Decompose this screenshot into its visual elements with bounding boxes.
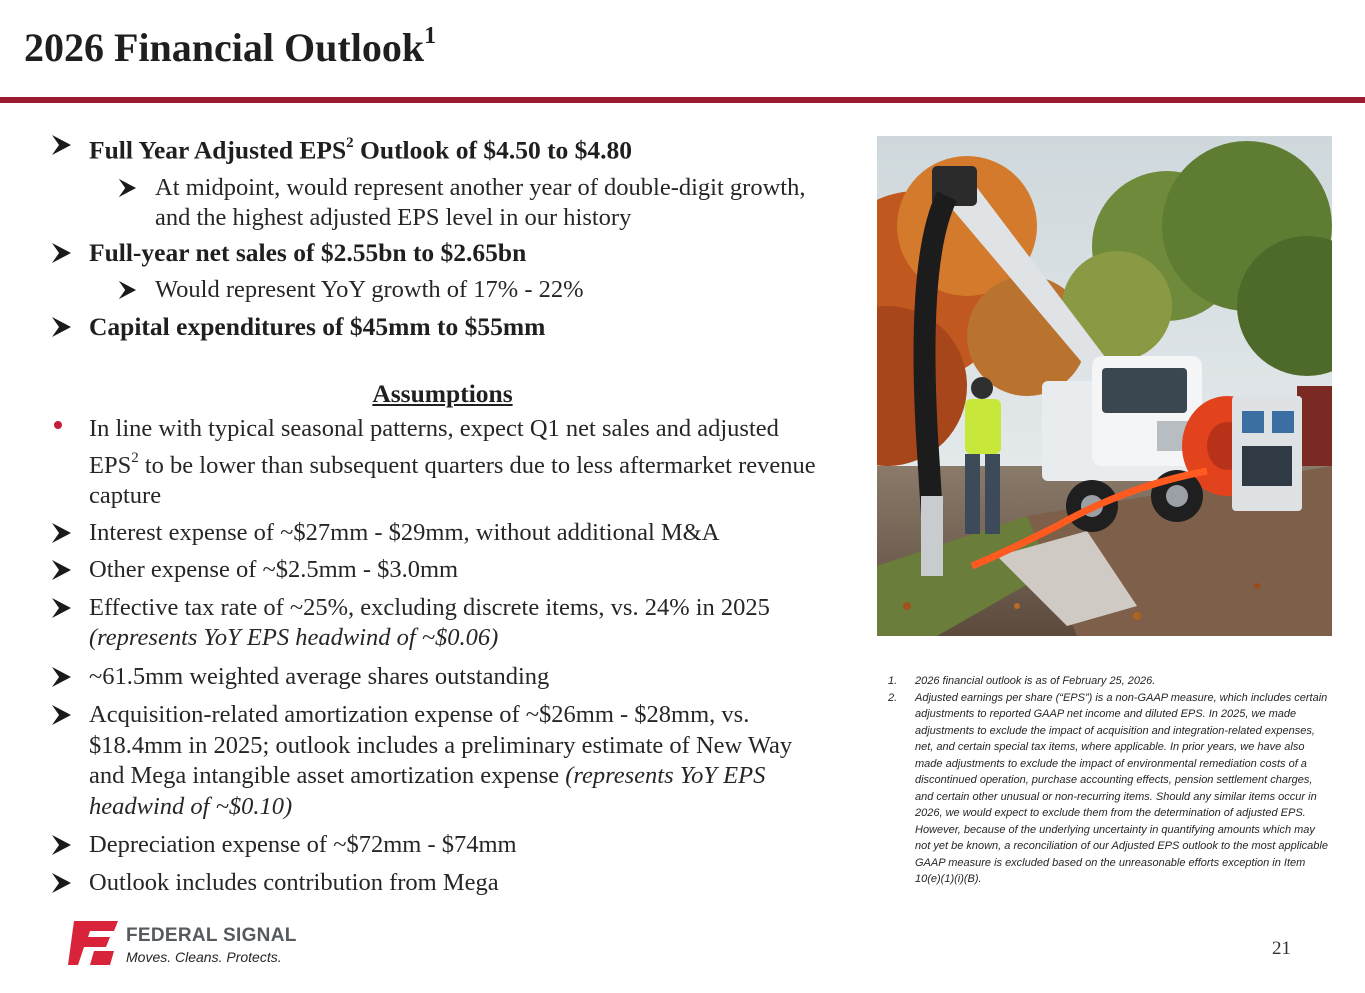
arrowhead-bullet-icon	[117, 178, 137, 198]
assumption-other-expense: Other expense of ~$2.5mm - $3.0mm	[50, 555, 830, 586]
footnote-2: 2. Adjusted earnings per share (“EPS”) is a non-GAAP measure, which includes certain adjustments to reported GAAP net income and diluted EPS. In 2025, we made adjustments to exclude the impact of acquisition and integration-related expenses, net, and certain special tax items, where applicable. In prior years, we have also made adjustments to exclude the impact of environmental remediation costs of a discontinued operation, purchase accounting effects, pension settlement charges, and certain other unusual or non-recurring items. Should any similar items occur in 2026, we would expect to exclude them from the determination of adjusted EPS. However, because of the underlying uncertainty in quantifying amounts which may not yet be known, a reconciliation of our Adjusted EPS outlook to the most applicable GAAP measure is excluded based on the unreasonable efforts exception in Item 10(e)(1)(i)(B).	[888, 691, 1328, 885]
outlook-sales-item: Full-year net sales of $2.55bn to $2.65bn	[50, 237, 830, 269]
assumptions-heading: Assumptions	[372, 379, 513, 408]
slide-title: 2026 Financial Outlook$^1$	[24, 22, 437, 70]
arrowhead-bullet-icon	[50, 316, 72, 338]
arrowhead-bullet-icon	[50, 134, 72, 156]
outlook-eps-item: Full Year Adjusted EPS$^2$ Outlook of $4.50 to $4.80	[50, 129, 830, 167]
logo-wordmark: FEDERAL SIGNAL	[126, 925, 297, 946]
arrowhead-bullet-icon	[50, 597, 72, 619]
federal-signal-logo	[68, 921, 328, 967]
footnote-1: 1. 2026 financial outlook is as of February 25, 2026.	[888, 675, 1156, 687]
logo-tagline: Moves. Cleans. Protects.	[126, 949, 282, 965]
federal-signal-logo-icon	[68, 921, 118, 965]
arrowhead-bullet-icon	[50, 242, 72, 264]
vacuum-truck-photo	[877, 136, 1332, 636]
arrowhead-bullet-icon	[50, 704, 72, 726]
title-divider	[0, 97, 1365, 103]
assumption-depreciation: Depreciation expense of ~$72mm - $74mm	[50, 830, 830, 861]
footnotes	[888, 673, 1328, 888]
assumption-interest: Interest expense of ~$27mm - $29mm, without additional M&A	[50, 518, 830, 549]
arrowhead-bullet-icon	[50, 559, 72, 581]
outlook-eps-subitem: At midpoint, would represent another year of double-digit growth, and the highest adjusted EPS level in our history	[117, 173, 830, 234]
arrowhead-bullet-icon	[50, 834, 72, 856]
assumption-mega: Outlook includes contribution from Mega	[50, 868, 830, 899]
assumption-seasonal: In line with typical seasonal patterns, expect Q1 net sales and adjusted EPS$^2$ to be lower than subsequent quarters due to less aftermarket revenue capture	[50, 414, 830, 512]
page-number: 21	[1272, 938, 1291, 959]
arrowhead-bullet-icon	[50, 666, 72, 688]
assumption-amortization: Acquisition-related amortization expense of ~$26mm - $28mm, vs. $18.4mm in 2025; outlook includes a preliminary estimate of New Way and Mega intangible asset amortization expense (represents YoY EPS headwind of ~$0.10)	[50, 700, 830, 822]
outlook-sales-subitem: Would represent YoY growth of 17% - 22%	[117, 275, 830, 306]
arrowhead-bullet-icon	[50, 522, 72, 544]
outlook-capex-item: Capital expenditures of $45mm to $55mm	[50, 311, 830, 343]
red-dot-bullet-icon	[54, 421, 62, 429]
assumption-tax-rate: Effective tax rate of ~25%, excluding discrete items, vs. 24% in 2025 (represents YoY EPS headwind of ~$0.06)	[50, 593, 830, 654]
arrowhead-bullet-icon	[117, 280, 137, 300]
arrowhead-bullet-icon	[50, 872, 72, 894]
outlook-content	[50, 127, 830, 898]
assumption-shares: ~61.5mm weighted average shares outstanding	[50, 662, 830, 693]
